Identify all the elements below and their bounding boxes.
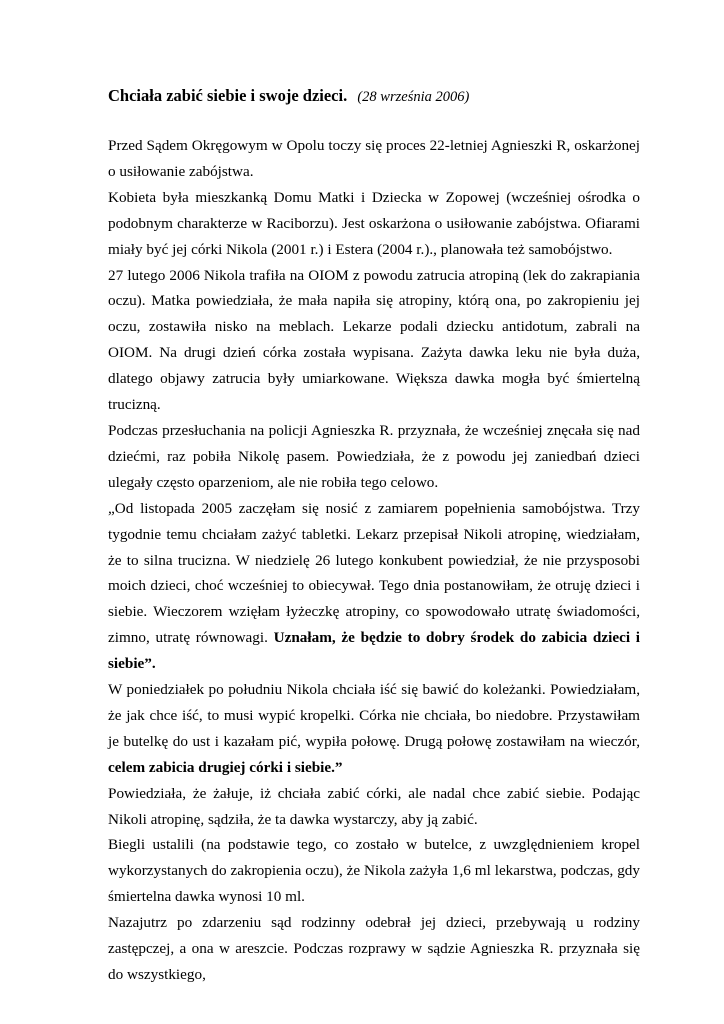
bold-text-segment: Uznałam, że będzie to dobry środek do zabicia dzieci i siebie”.	[108, 629, 640, 673]
text-segment: Podczas przesłuchania na policji Agnieszka R. przyznała, że wcześniej znęcała się nad dziećmi, raz pobiła Nikolę pasem. Powiedziała, że z powodu jej zaniedbań dzieci ulegały często oparzeniom, ale nie robiła tego celowo.	[108, 421, 640, 491]
document-page	[108, 84, 640, 988]
text-segment: Biegli ustalili (na podstawie tego, co zostało w butelce, z uwzględnieniem kropel wykorzystanych do zakropienia oczu), że Nikola zażyła 1,6 ml lekarstwa, podczas, gdy śmiertelna dawka wynosi 10 ml.	[108, 836, 640, 906]
body-paragraph	[108, 185, 640, 263]
text-segment: Nazajutrz po zdarzeniu sąd rodzinny odebrał jej dzieci, przebywają u rodziny zastępczej, a ona w areszcie. Podczas rozprawy w sądzie Agnieszka R. przyznała się do wszystkiego,	[108, 914, 640, 983]
article-title-line	[108, 84, 640, 109]
text-segment: Kobieta była mieszkanką Domu Matki i Dziecka w Zopowej (wcześniej ośrodka o podobnym charakterze w Raciborzu). Jest oskarżona o usiłowanie zabójstwa. Ofiarami miały być jej córki Nikola (2001 r.) i Estera (2004 r.)., planowała też samobójstwo.	[108, 188, 640, 258]
body-paragraph	[108, 263, 640, 418]
body-paragraph	[108, 677, 640, 781]
text-segment: „Od listopada 2005 zaczęłam się nosić z zamiarem popełnienia samobójstwa. Trzy tygodnie temu chciałam zażyć tabletki. Lekarz przepisał Nikoli atropinę, wiedziałam, że to silna trucizna. W niedzielę 26 lutego konkubent powiedział, że nie przysposobi moich dzieci, choć wcześniej to obiecywał. Tego dnia postanowiłam, że otruję dzieci i siebie. Wieczorem wzięłam łyżeczkę atropiny, co spowodowało utratę świadomości, zimno, utratę równowagi.	[108, 499, 640, 647]
text-segment: W poniedziałek po południu Nikola chciała iść się bawić do koleżanki. Powiedziałam, że jak chce iść, to musi wypić kropelki. Córka nie chciała, bo niedobre. Przystawiłam je butelkę do ust i kazałam pić, wypiła połowę. Drugą połowę zostawiłam na wieczór,	[108, 681, 640, 750]
article-title: Chciała zabić siebie i swoje dzieci.	[108, 86, 348, 105]
bold-text-segment: celem zabicia drugiej córki i siebie.”	[108, 758, 343, 776]
text-segment: Przed Sądem Okręgowym w Opolu toczy się proces 22-letniej Agnieszki R, oskarżonej o usiłowanie zabójstwa.	[108, 137, 640, 180]
body-paragraph	[108, 781, 640, 833]
body-paragraph	[108, 418, 640, 496]
article-date: (28 września 2006)	[357, 89, 470, 105]
body-paragraph	[108, 496, 640, 677]
body-paragraph	[108, 832, 640, 910]
text-segment: 27 lutego 2006 Nikola trafiła na OIOM z powodu zatrucia atropiną (lek do zakrapiania oczu). Matka powiedziała, że mała napiła się atropiny, którą ona, po zakropieniu jej oczu, zostawiła nisko na meblach. Lekarze podali dziecku antidotum, zabrali na OIOM. Na drugi dzień córka została wypisana. Zażyta dawka leku nie była duża, dlatego objawy zatrucia były umiarkowane. Większa dawka mogła być śmiertelną trucizną.	[108, 266, 640, 414]
body-paragraph	[108, 133, 640, 185]
body-paragraph	[108, 910, 640, 988]
text-segment: Powiedziała, że żałuje, iż chciała zabić córki, ale nadal chce zabić siebie. Podając Nikoli atropinę, sądziła, że ta dawka wystarczy, aby ją zabić.	[108, 784, 640, 828]
article-body	[108, 133, 640, 988]
